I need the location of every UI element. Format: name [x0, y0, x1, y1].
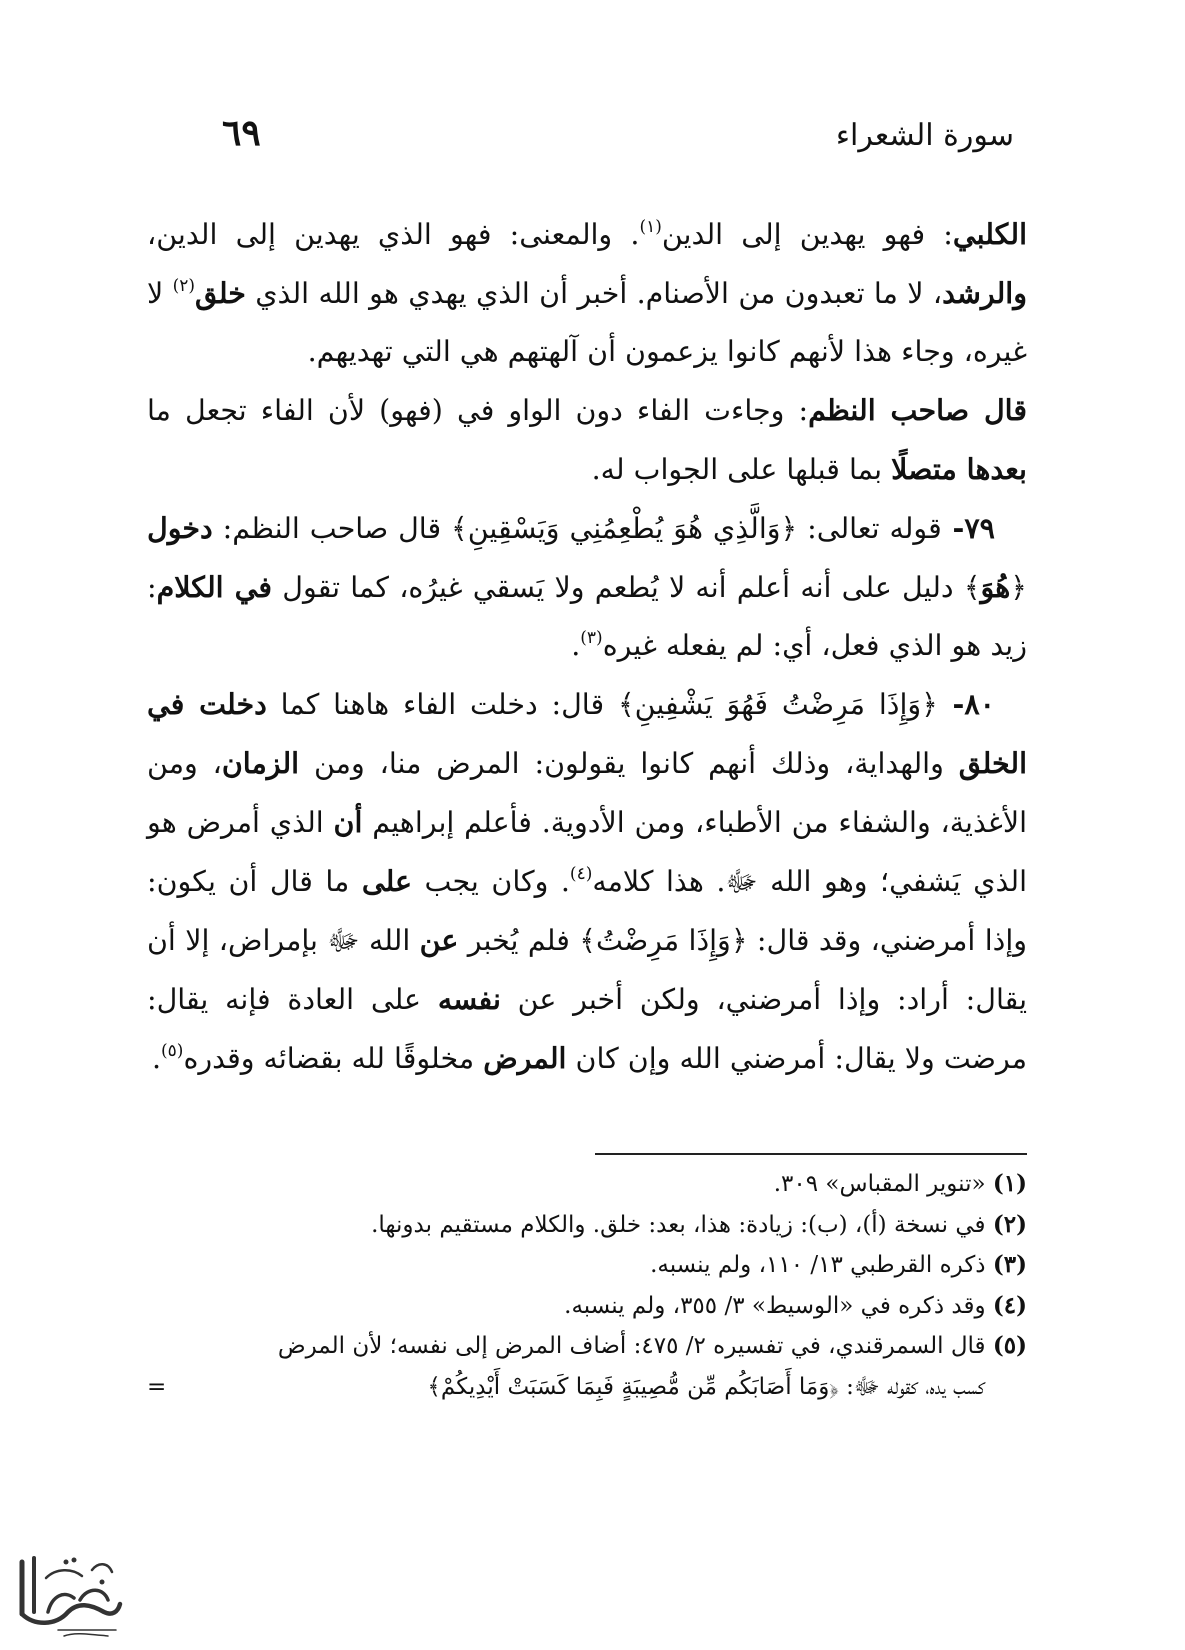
running-header-surah: سورة الشعراء — [835, 118, 1014, 153]
footnote-4 — [147, 1286, 1027, 1327]
quran-verse: وَإِذَا مَرِضْتُ فَهُوَ يَشْفِينِ — [634, 688, 922, 721]
text-run: . — [571, 629, 581, 662]
quran-bracket-open: ﴿ — [1010, 571, 1027, 604]
text-run: ، ومن الأغذية، والشفاء من الأطباء، ومن الأدوية. فأعلم إبراهيم — [147, 747, 1028, 839]
bold-term: على — [361, 864, 413, 898]
quran-bracket-open: ﴿ — [921, 688, 938, 721]
text-run: بما قبلها على الجواب له. — [591, 453, 892, 486]
bold-term: دخول — [147, 511, 213, 545]
text-run: قال: دخلت الفاء هاهنا كما — [266, 688, 618, 721]
quran-bracket-close: ﴾ — [579, 924, 596, 957]
text-run: : وجاءت الفاء دون الواو في (فهو) لأن الفاء تجعل ما — [147, 394, 809, 427]
text-run: . والمعنى: فهو الذي يهدين إلى الدين، — [147, 218, 640, 251]
verse-number: ٧٩- — [941, 511, 995, 545]
text-run: . وكان يجب — [412, 865, 570, 898]
text-run: . — [151, 1042, 162, 1075]
paragraph-2 — [147, 381, 1027, 499]
text-run: الله ﷻ بإمراض، إلا أن يقال: أراد: وإذا أمرضني، ولكن أخبر عن — [147, 924, 1028, 1016]
bold-term: والرشد — [942, 276, 1027, 310]
footnote-3 — [147, 1245, 1027, 1286]
footnote-text: ذكره القرطبي ١٣/ ١١٠، ولم ينسبه. — [650, 1252, 993, 1278]
footnote-number: (٤) — [992, 1291, 1027, 1319]
footnote-ref-3[interactable]: (٣) — [580, 628, 603, 648]
footnote-number: (٥) — [992, 1332, 1027, 1359]
bold-term: في الكلام — [156, 570, 273, 604]
bold-term: دخلت في الخلق — [147, 687, 1027, 780]
footnote-number: (٢) — [992, 1210, 1027, 1238]
quran-bracket-open: ﴿ — [829, 1373, 839, 1400]
text-run: الذي أمرض هو الذي يَشفي؛ وهو الله ﷻ. هذا كلامه — [147, 806, 1028, 898]
bold-term: عن — [419, 923, 459, 957]
text-run: : فهو يهدين إلى الدين — [661, 218, 953, 251]
calligraphy-logo-icon — [8, 1542, 128, 1642]
footnote-text: في نسخة (أ)، (ب): زيادة: هذا، بعد: خلق. والكلام مستقيم بدونها. — [371, 1211, 993, 1238]
text-run: لا غيره، وجاء هذا لأنهم كانوا يزعمون أن آلهتهم هي التي تهديهم. — [147, 277, 1027, 368]
quran-bracket-close: ﴾ — [427, 1373, 441, 1400]
footnote-1 — [147, 1164, 1027, 1205]
bold-term: خلق — [195, 276, 246, 310]
footnotes — [147, 1164, 1027, 1407]
paragraph-4 — [147, 675, 1027, 1088]
calligraphy-logo-graphic — [8, 1542, 128, 1642]
footnote-text: قال السمرقندي، في تفسيره ٢/ ٤٧٥: أضاف المرض إلى نفسه؛ لأن المرض — [277, 1333, 993, 1359]
bold-term: قال صاحب النظم — [808, 393, 1027, 427]
bold-term: الكلبي — [952, 217, 1027, 251]
verse-number: ٨٠- — [937, 687, 995, 721]
footnote-ref-5[interactable]: (٥) — [161, 1041, 184, 1061]
footnote-number: (٣) — [992, 1251, 1027, 1278]
text-run: : زيد هو الذي فعل، أي: لم يفعله غيره — [147, 571, 1027, 662]
paragraph-1 — [147, 205, 1027, 381]
quran-verse: وَإِذَا مَرِضْتُ — [595, 924, 731, 957]
quran-verse: وَالَّذِي هُوَ يُطْعِمُنِي وَيَسْقِينِ — [467, 512, 781, 545]
footnote-number: (١) — [992, 1170, 1027, 1197]
continuation-mark: = — [147, 1373, 167, 1400]
text-run: على العادة فإنه يقال: مرضت ولا يقال: أمرضني الله وإن كان — [147, 983, 1027, 1075]
bold-term: أن — [333, 805, 363, 839]
footnote-5-line-2 — [427, 1367, 985, 1408]
footnote-ref-2[interactable]: (٢) — [172, 276, 196, 296]
footnote-5-continuation — [147, 1367, 1027, 1408]
paragraph-3 — [147, 499, 1027, 675]
text-run: قوله تعالى: — [797, 512, 942, 545]
text-run: دليل على أنه أعلم أنه لا يُطعم ولا يَسقي غيرُه، كما تقول — [272, 571, 964, 604]
quran-bracket-open: ﴿ — [730, 924, 748, 957]
footnote-text: «تنوير المقباس» ٣٠٩. — [773, 1171, 993, 1197]
footnote-text: كسب يده، كقوله ﷻ: — [838, 1373, 985, 1400]
bold-term: نفسه — [437, 982, 501, 1016]
footnote-2 — [147, 1205, 1027, 1246]
footnote-ref-4[interactable]: (٤) — [569, 864, 593, 884]
quran-verse: وَمَا أَصَابَكُم مِّن مُّصِيبَةٍ فَبِمَا كَسَبَتْ أَيْدِيكُمْ — [440, 1373, 830, 1400]
bold-term: المرض — [483, 1041, 567, 1075]
quran-bracket-close: ﴾ — [451, 512, 468, 545]
quran-bracket-close: ﴾ — [963, 571, 981, 604]
main-text — [147, 205, 1027, 1088]
quran-bracket-close: ﴾ — [617, 688, 635, 721]
footnote-text: وقد ذكره في «الوسيط» ٣/ ٣٥٥، ولم ينسبه. — [564, 1292, 993, 1319]
footnote-ref-1[interactable]: (١) — [639, 217, 662, 237]
text-run: مخلوقًا لله بقضائه وقدره — [183, 1042, 484, 1075]
quran-word: هُوَ — [980, 570, 1011, 604]
bold-term: الزمان — [221, 746, 300, 780]
text-run: ، لا ما تعبدون من الأصنام. أخبر أن الذي يهدي هو الله الذي — [245, 277, 943, 310]
footnote-5 — [147, 1326, 1027, 1367]
text-run: قال صاحب النظم: — [212, 512, 452, 545]
footnote-divider — [595, 1153, 1027, 1155]
page-number: ٦٩ — [222, 112, 261, 154]
text-run: فلم يُخبر — [458, 924, 580, 957]
text-run: والهداية، وذلك أنهم كانوا يقولون: المرض منا، ومن — [299, 747, 959, 780]
quran-bracket-open: ﴿ — [780, 512, 798, 545]
bold-term: بعدها متصلًا — [891, 452, 1027, 486]
text-run: ما قال أن يكون: وإذا أمرضني، وقد قال: — [147, 865, 1028, 957]
